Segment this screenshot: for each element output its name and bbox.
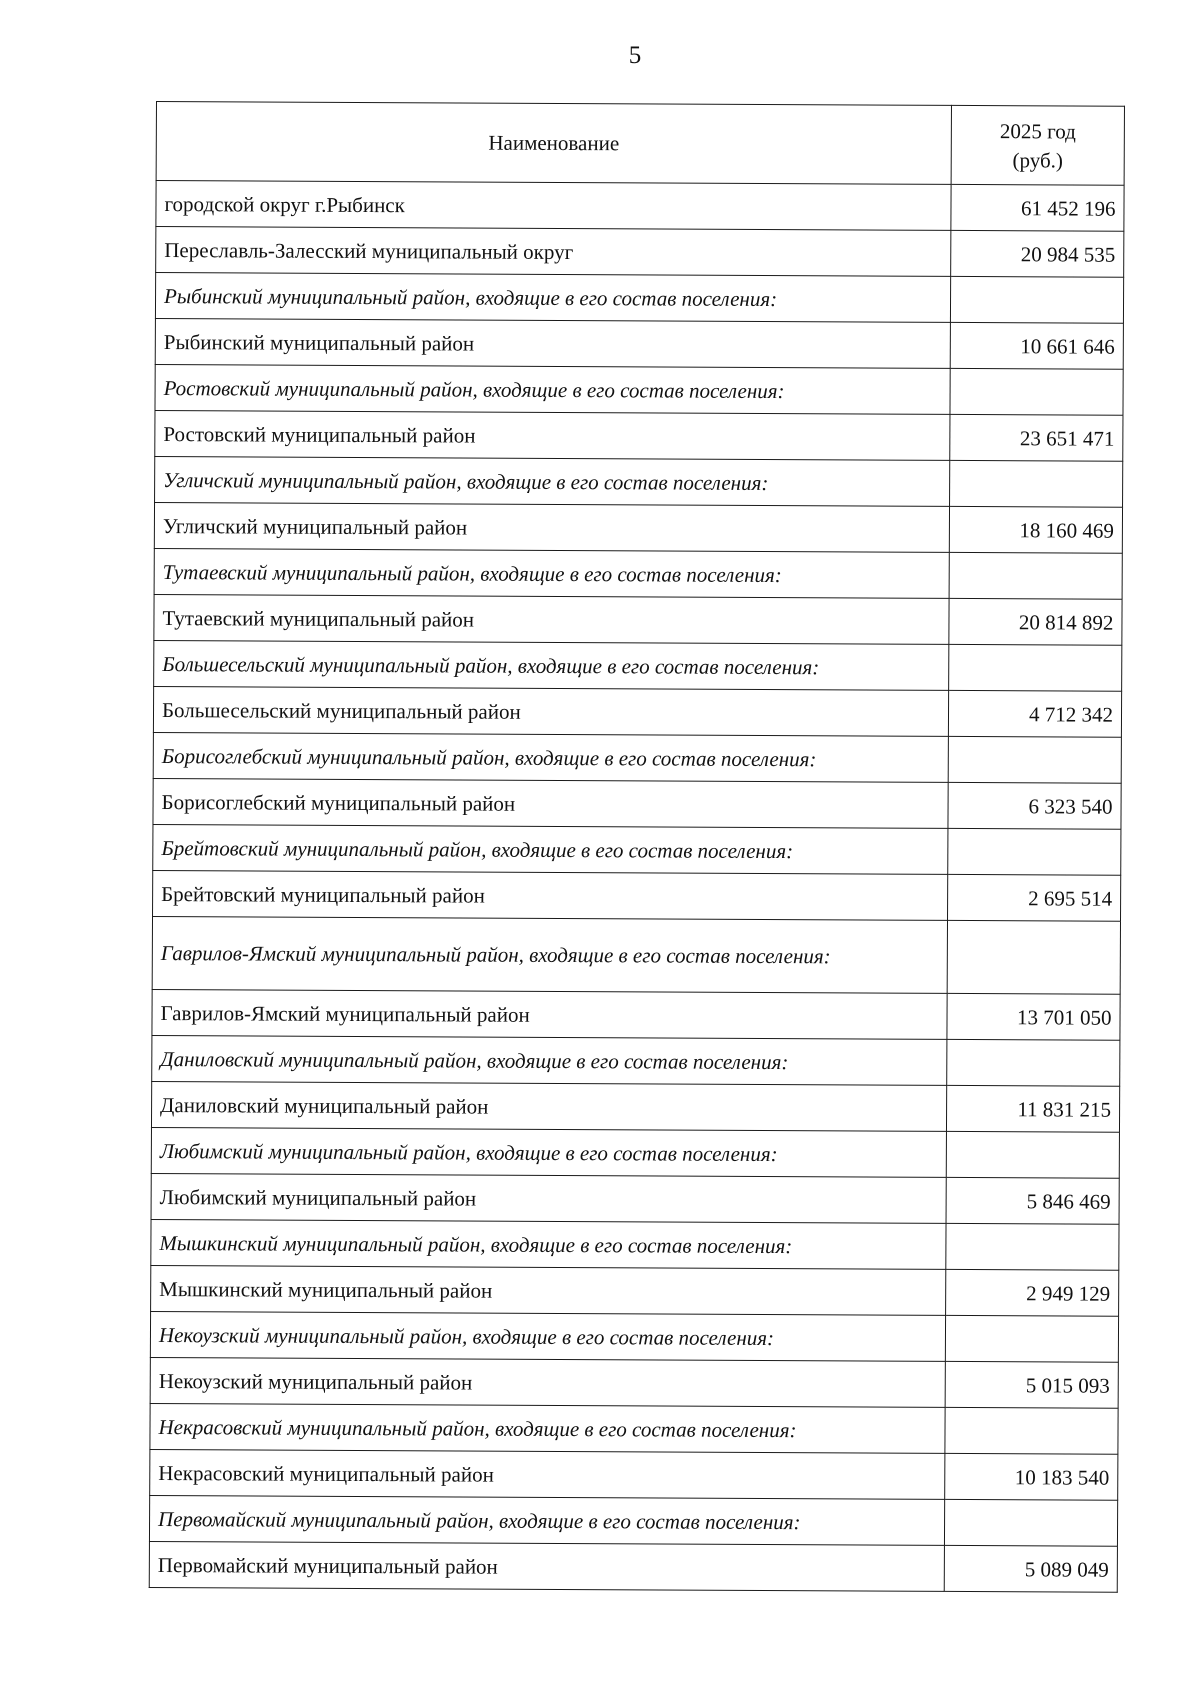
municipality-name-cell: Некоузский муниципальный район	[150, 1357, 945, 1407]
amount-cell: 5 846 469	[946, 1177, 1119, 1224]
amount-cell: 61 452 196	[951, 184, 1124, 231]
amount-cell: 18 160 469	[949, 506, 1122, 553]
section-heading-cell: Мышкинский муниципальный район, входящие в его состав поселения:	[151, 1219, 946, 1269]
amount-cell: 4 712 342	[948, 690, 1121, 737]
amount-cell: 5 015 093	[945, 1361, 1118, 1408]
municipality-name-cell: Гаврилов-Ямский муниципальный район	[152, 989, 947, 1039]
section-heading-cell: Любимский муниципальный район, входящие в его состав поселения:	[151, 1127, 946, 1177]
municipality-name-cell: Мышкинский муниципальный район	[151, 1265, 946, 1315]
section-heading-cell: Некрасовский муниципальный район, входящие в его состав поселения:	[150, 1403, 945, 1453]
section-heading-row	[151, 1127, 1119, 1178]
municipality-name-cell: Первомайский муниципальный район	[149, 1541, 944, 1591]
section-heading-row	[154, 640, 1122, 691]
section-heading-row	[150, 1403, 1118, 1454]
amount-cell	[946, 1223, 1119, 1270]
section-heading-row	[150, 1311, 1118, 1362]
amount-cell: 10 661 646	[950, 322, 1123, 369]
amount-cell	[949, 644, 1122, 691]
section-heading-cell: Гаврилов-Ямский муниципальный район, входящие в его состав поселения:	[152, 916, 947, 993]
table-row	[154, 594, 1122, 645]
amount-cell	[945, 1315, 1118, 1362]
amount-cell	[946, 1131, 1119, 1178]
section-heading-cell: Борисоглебский муниципальный район, входящие в его состав поселения:	[153, 732, 948, 782]
section-heading-cell: Ростовский муниципальный район, входящие в его состав поселения:	[155, 364, 950, 414]
section-heading-row	[154, 548, 1122, 599]
amount-cell	[947, 1039, 1120, 1086]
municipality-name-cell: Даниловский муниципальный район	[151, 1081, 946, 1131]
table-row	[156, 227, 1124, 278]
amount-cell: 2 949 129	[946, 1269, 1119, 1316]
amount-cell: 20 984 535	[951, 230, 1124, 277]
amount-cell: 2 695 514	[948, 874, 1121, 921]
amount-cell	[949, 552, 1122, 599]
amount-cell	[947, 920, 1120, 994]
municipality-name-cell: Ростовский муниципальный район	[155, 410, 950, 460]
section-heading-row	[152, 916, 1120, 994]
amount-cell	[950, 368, 1123, 415]
section-heading-cell: Брейтовский муниципальный район, входящие в его состав поселения:	[153, 824, 948, 874]
table-row	[155, 410, 1123, 461]
section-heading-cell: Большесельский муниципальный район, входящие в его состав поселения:	[154, 640, 949, 690]
municipality-name-cell: Борисоглебский муниципальный район	[153, 778, 948, 828]
table-row	[149, 1541, 1117, 1592]
amount-cell: 23 651 471	[950, 414, 1123, 461]
section-heading-row	[149, 1495, 1117, 1546]
table-row	[151, 1081, 1119, 1132]
section-heading-cell: Первомайский муниципальный район, входящие в его состав поселения:	[149, 1495, 944, 1545]
amount-cell: 10 183 540	[945, 1453, 1118, 1500]
section-heading-cell: Даниловский муниципальный район, входящие в его состав поселения:	[152, 1035, 947, 1085]
table-row	[150, 1357, 1118, 1408]
municipality-name-cell: Тутаевский муниципальный район	[154, 594, 949, 644]
column-header-name: Наименование	[156, 102, 951, 185]
table-body	[149, 181, 1124, 1593]
column-header-value	[951, 105, 1124, 185]
table-row	[153, 686, 1121, 737]
table-row	[156, 181, 1124, 232]
amount-cell: 11 831 215	[946, 1085, 1119, 1132]
section-heading-row	[152, 1035, 1120, 1086]
amount-cell: 5 089 049	[944, 1545, 1117, 1592]
table-row	[153, 870, 1121, 921]
municipality-name-cell: Угличский муниципальный район	[154, 502, 949, 552]
table-row	[155, 318, 1123, 369]
municipality-name-cell: Рыбинский муниципальный район	[155, 318, 950, 368]
section-heading-row	[155, 364, 1123, 415]
municipality-name-cell: городской округ г.Рыбинск	[156, 181, 951, 231]
amount-cell: 20 814 892	[949, 598, 1122, 645]
amount-cell	[950, 276, 1123, 323]
allocation-table	[149, 101, 1125, 1593]
table-row	[154, 502, 1122, 553]
column-header-year: 2025 год	[999, 119, 1076, 144]
municipality-name-cell: Некрасовский муниципальный район	[150, 1449, 945, 1499]
section-heading-row	[153, 824, 1121, 875]
section-heading-cell: Некоузский муниципальный район, входящие в его состав поселения:	[150, 1311, 945, 1361]
amount-cell	[945, 1407, 1118, 1454]
table-row	[151, 1173, 1119, 1224]
table-header-row	[156, 102, 1124, 186]
table-row	[151, 1265, 1119, 1316]
municipality-name-cell: Любимский муниципальный район	[151, 1173, 946, 1223]
municipality-name-cell: Большесельский муниципальный район	[153, 686, 948, 736]
table-row	[153, 778, 1121, 829]
table-row	[152, 989, 1120, 1040]
column-header-unit: (руб.)	[1012, 148, 1063, 173]
section-heading-row	[155, 273, 1123, 324]
section-heading-cell: Тутаевский муниципальный район, входящие в его состав поселения:	[154, 548, 949, 598]
section-heading-cell: Рыбинский муниципальный район, входящие в его состав поселения:	[155, 273, 950, 323]
section-heading-row	[151, 1219, 1119, 1270]
amount-cell	[948, 736, 1121, 783]
amount-cell	[944, 1499, 1117, 1546]
municipality-name-cell: Брейтовский муниципальный район	[153, 870, 948, 920]
amount-cell	[948, 828, 1121, 875]
table-row	[150, 1449, 1118, 1500]
section-heading-row	[155, 456, 1123, 507]
amount-cell	[950, 460, 1123, 507]
page-number: 5	[628, 42, 642, 69]
section-heading-row	[153, 732, 1121, 783]
amount-cell: 13 701 050	[947, 993, 1120, 1040]
section-heading-cell: Угличский муниципальный район, входящие в его состав поселения:	[155, 456, 950, 506]
municipality-name-cell: Переславль-Залесский муниципальный округ	[156, 227, 951, 277]
amount-cell: 6 323 540	[948, 782, 1121, 829]
